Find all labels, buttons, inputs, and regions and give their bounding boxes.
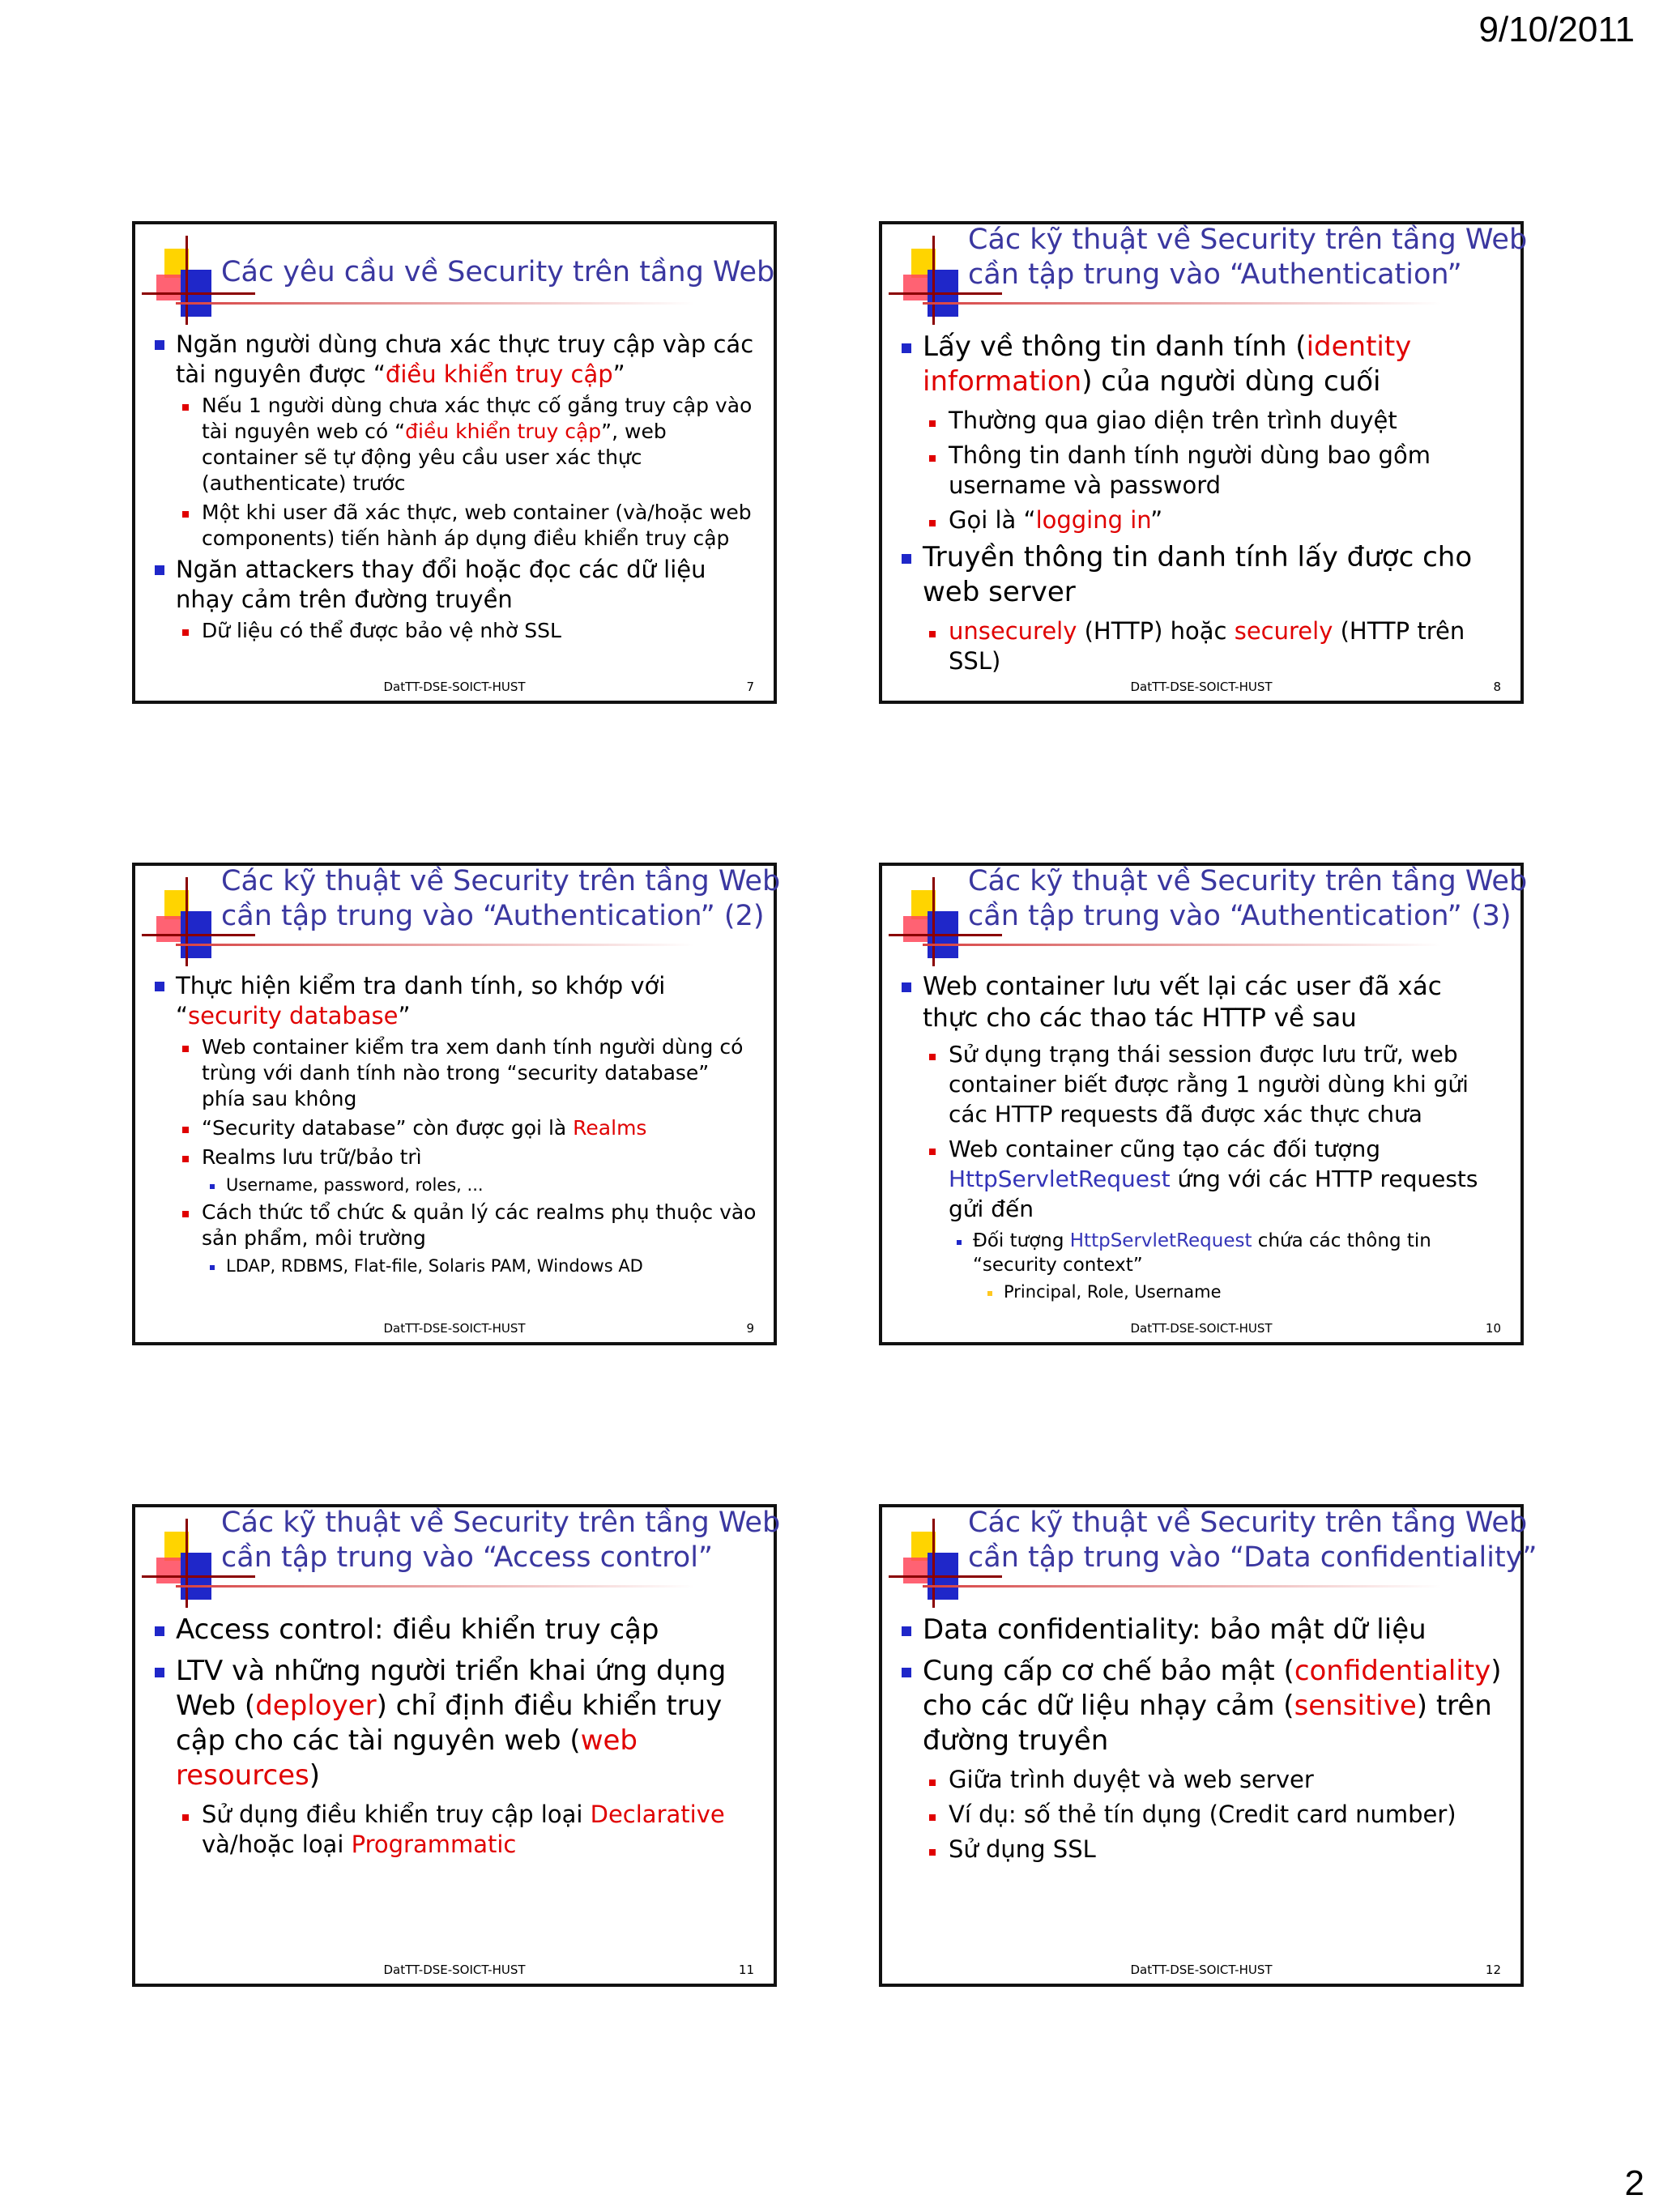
list-item: Data confidentiality: bảo mật dữ liệu	[902, 1613, 1504, 1647]
bullet-icon	[929, 631, 936, 637]
bullet-icon	[929, 520, 936, 526]
bullet-icon	[929, 1814, 936, 1821]
page-number: 2	[1624, 2163, 1644, 2203]
slide-decoration	[882, 224, 963, 330]
slide-footer: DatTT-DSE-SOICT-HUST	[1130, 1963, 1273, 1977]
list-item: Web container cũng tạo các đối tượng HttpServletRequest ứng với các HTTP requests gửi đến	[902, 1134, 1504, 1224]
page-date: 9/10/2011	[1478, 10, 1635, 49]
list-item: Cách thức tổ chức & quản lý các realms phụ thuộc vào sản phẩm, môi trường	[155, 1200, 757, 1251]
list-item: Ngăn attackers thay đổi hoặc đọc các dữ liệu nhạy cảm trên đường truyền	[155, 555, 757, 615]
title-underline	[176, 302, 694, 305]
slide-decoration	[135, 224, 216, 330]
list-item: Cung cấp cơ chế bảo mật (confidentiality) cho các dữ liệu nhạy cảm (sensitive) trên đường truyền	[902, 1654, 1504, 1758]
bullet-icon	[902, 1626, 911, 1636]
slide-8	[879, 221, 1528, 704]
list-item: Realms lưu trữ/bảo trì	[155, 1144, 757, 1170]
list-item: LDAP, RDBMS, Flat-file, Solaris PAM, Windows AD	[155, 1255, 757, 1277]
slide-decoration	[135, 1507, 216, 1613]
title-underline	[176, 1585, 694, 1588]
bullet-icon	[182, 1814, 189, 1821]
bullet-icon	[902, 1668, 911, 1677]
bullet-icon	[155, 565, 164, 575]
bullet-icon	[929, 420, 936, 427]
slide-footer: DatTT-DSE-SOICT-HUST	[383, 1963, 526, 1977]
list-item: Username, password, roles, ...	[155, 1174, 757, 1196]
slide-number: 12	[1485, 1963, 1501, 1977]
list-item: Giữa trình duyệt và web server	[902, 1765, 1504, 1795]
slide-footer: DatTT-DSE-SOICT-HUST	[383, 1321, 526, 1336]
list-item: Web container lưu vết lại các user đã xác thực cho các thao tác HTTP về sau	[902, 971, 1504, 1034]
bullet-icon	[155, 1626, 164, 1636]
list-item: Thông tin danh tính người dùng bao gồm username và password	[902, 441, 1504, 501]
list-item: Truyền thông tin danh tính lấy được cho web server	[902, 540, 1504, 610]
bullet-icon	[929, 1849, 936, 1856]
slide-footer: DatTT-DSE-SOICT-HUST	[383, 680, 526, 694]
slide-number: 8	[1493, 680, 1501, 694]
list-item: Dữ liệu có thể được bảo vệ nhờ SSL	[155, 618, 757, 644]
bullet-icon	[182, 1046, 189, 1052]
bullet-icon	[957, 1240, 962, 1245]
bullet-icon	[155, 1668, 164, 1677]
list-item: Sử dụng trạng thái session được lưu trữ, web container biết được rằng 1 người dùng khi gửi các HTTP requests đã được xác thực chưa	[902, 1039, 1504, 1129]
slide-number: 10	[1485, 1321, 1501, 1336]
slide-number: 9	[746, 1321, 754, 1336]
slide-title: Các kỹ thuật về Security trên tầng Web cần tập trung vào “Access control”	[221, 1507, 781, 1574]
bullet-icon	[182, 629, 189, 636]
bullet-icon	[929, 1779, 936, 1786]
list-item: Một khi user đã xác thực, web container (và/hoặc web components) tiến hành áp dụng điều khiển truy cập	[155, 500, 757, 552]
list-item: Lấy về thông tin danh tính (identity information) của người dùng cuối	[902, 330, 1504, 399]
title-underline	[923, 944, 1441, 946]
bullet-icon	[210, 1265, 215, 1270]
slide-title: Các kỹ thuật về Security trên tầng Web cần tập trung vào “Authentication”	[968, 224, 1528, 291]
slide-body	[902, 330, 1504, 681]
bullet-icon	[182, 1127, 189, 1133]
list-item: Thường qua giao diện trên trình duyệt	[902, 406, 1504, 436]
slide-12	[879, 1504, 1537, 1987]
bullet-icon	[182, 404, 189, 411]
list-item: Ví dụ: số thẻ tín dụng (Credit card number)	[902, 1800, 1504, 1830]
bullet-icon	[210, 1184, 215, 1189]
bullet-icon	[929, 1149, 936, 1155]
title-underline	[923, 1585, 1441, 1588]
bullet-icon	[929, 1054, 936, 1060]
slide-11	[132, 1504, 781, 1987]
list-item: unsecurely (HTTP) hoặc securely (HTTP trên SSL)	[902, 616, 1504, 676]
slide-number: 11	[738, 1963, 754, 1977]
slide-body	[902, 971, 1504, 1306]
slide-7	[132, 221, 777, 704]
bullet-icon	[182, 1211, 189, 1217]
slide-number: 7	[746, 680, 754, 694]
slide-body	[155, 1613, 757, 1865]
list-item: Nếu 1 người dùng chưa xác thực cố gắng truy cập vào tài nguyên web có “điều khiển truy cập”, web container sẽ tự động yêu cầu user xác thực (authenticate) trước	[155, 393, 757, 497]
bullet-icon	[929, 455, 936, 462]
slide-decoration	[135, 866, 216, 971]
slide-title: Các kỹ thuật về Security trên tầng Web cần tập trung vào “Authentication” (2)	[221, 865, 781, 932]
bullet-icon	[155, 340, 164, 350]
slide-10	[879, 863, 1528, 1345]
slide-decoration	[882, 1507, 963, 1613]
slide-decoration	[882, 866, 963, 971]
bullet-icon	[155, 982, 164, 991]
slide-9	[132, 863, 781, 1345]
bullet-icon	[902, 554, 911, 564]
title-underline	[923, 302, 1441, 305]
list-item: Access control: điều khiển truy cập	[155, 1613, 757, 1647]
slide-body	[155, 971, 757, 1281]
slide-title: Các kỹ thuật về Security trên tầng Web cần tập trung vào “Authentication” (3)	[968, 865, 1528, 932]
list-item: Ngăn người dùng chưa xác thực truy cập vàp các tài nguyên được “điều khiển truy cập”	[155, 330, 757, 390]
list-item: Sử dụng SSL	[902, 1835, 1504, 1865]
slide-title: Các yêu cầu về Security trên tầng Web	[221, 256, 775, 288]
bullet-icon	[987, 1291, 992, 1296]
list-item: Web container kiểm tra xem danh tính người dùng có trùng với danh tính nào trong “security database” phía sau không	[155, 1034, 757, 1112]
bullet-icon	[902, 343, 911, 353]
list-item: LTV và những người triển khai ứng dụng Web (deployer) chỉ định điều khiển truy cập cho các tài nguyên web (web resources)	[155, 1654, 757, 1793]
list-item: Gọi là “logging in”	[902, 505, 1504, 535]
bullet-icon	[182, 511, 189, 518]
slide-title: Các kỹ thuật về Security trên tầng Web cần tập trung vào “Data confidentiality”	[968, 1507, 1537, 1574]
slide-body	[155, 330, 757, 647]
bullet-icon	[902, 982, 911, 992]
list-item: “Security database” còn được gọi là Realms	[155, 1115, 757, 1141]
list-item: Principal, Role, Username	[902, 1281, 1504, 1303]
list-item: Sử dụng điều khiển truy cập loại Declarative và/hoặc loại Programmatic	[155, 1800, 757, 1860]
slide-footer: DatTT-DSE-SOICT-HUST	[1130, 680, 1273, 694]
bullet-icon	[182, 1156, 189, 1162]
title-underline	[176, 944, 694, 946]
list-item: Đối tượng HttpServletRequest chứa các thông tin “security context”	[902, 1229, 1504, 1277]
slide-footer: DatTT-DSE-SOICT-HUST	[1130, 1321, 1273, 1336]
list-item: Thực hiện kiểm tra danh tính, so khớp với “security database”	[155, 971, 757, 1031]
slide-body	[902, 1613, 1504, 1869]
